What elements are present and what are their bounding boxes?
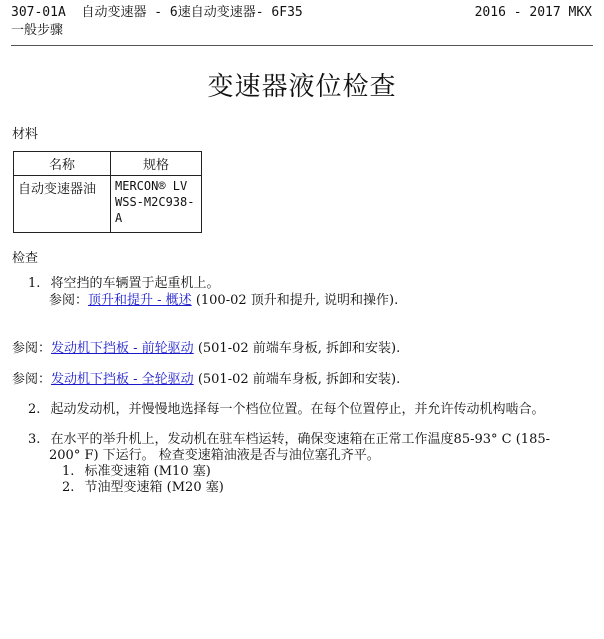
step-3-sub-1 (62, 464, 211, 480)
table-header-row (14, 152, 202, 176)
spec-line-1: MERCON® LV (115, 179, 188, 193)
step-number: 2. (28, 402, 41, 417)
document-header (11, 4, 303, 40)
cell-fluid-name: 自动变速器油 (14, 176, 111, 233)
step-1-reference (49, 293, 398, 309)
link-lifting-overview[interactable]: 顶升和提升 - 概述 (88, 293, 192, 308)
reference-fwd-shield (12, 341, 400, 357)
step-text: 将空挡的车辆置于起重机上。 (50, 276, 220, 291)
step-2 (28, 402, 545, 418)
materials-heading: 材料 (12, 127, 39, 142)
sub-step-number: 1. (62, 464, 75, 479)
header-divider (11, 45, 593, 46)
sub-step-number: 2. (62, 480, 75, 495)
cell-fluid-spec (111, 176, 202, 233)
reference-suffix: (501-02 前端车身板, 拆卸和安装). (193, 341, 401, 356)
step-text: 起动发动机，并慢慢地选择每一个档位位置。在每个位置停止，并允许传动机构啮合。 (50, 402, 545, 417)
step-number: 3. (28, 432, 41, 447)
section-code: 307-01A (11, 5, 66, 20)
reference-prefix: 参阅： (12, 341, 52, 356)
link-shield-fwd[interactable]: 发动机下挡板 - 前轮驱动 (51, 341, 194, 356)
reference-prefix: 参阅： (49, 293, 89, 308)
reference-suffix: (501-02 前端车身板, 拆卸和安装). (193, 372, 401, 387)
reference-prefix: 参阅： (12, 372, 52, 387)
reference-suffix: (100-02 顶升和提升, 说明和操作). (191, 293, 399, 308)
step-text-line-1: 在水平的举升机上，发动机在驻车档运转，确保变速箱在正常工作温度85-93° C (185- (50, 432, 551, 447)
step-3-sub-2 (62, 480, 224, 496)
sub-step-text: 标准变速箱 (M10 塞) (84, 464, 211, 479)
column-header-spec: 规格 (111, 152, 202, 176)
model-years: 2016 - 2017 MKX (474, 5, 592, 20)
materials-table (13, 151, 202, 233)
section-title: 自动变速器 - 6速自动变速器- 6F35 (81, 5, 303, 20)
sub-step-text: 节油型变速箱 (M20 塞) (84, 480, 224, 495)
reference-awd-shield (12, 372, 400, 388)
step-number: 1. (28, 276, 41, 291)
step-3-line-2: 200° F) 下运行。 检查变速箱油液是否与油位塞孔齐平。 (49, 448, 380, 463)
check-heading: 检查 (12, 251, 39, 266)
step-3 (28, 432, 550, 448)
step-1 (28, 276, 220, 292)
column-header-name: 名称 (14, 152, 111, 176)
header-subtitle: 一般步骤 (11, 23, 64, 38)
header-section-line (11, 4, 303, 22)
table-row (14, 176, 202, 233)
page-title: 变速器液位检查 (207, 72, 397, 102)
link-shield-awd[interactable]: 发动机下挡板 - 全轮驱动 (51, 372, 194, 387)
spec-line-2: WSS-M2C938-A (115, 195, 195, 225)
